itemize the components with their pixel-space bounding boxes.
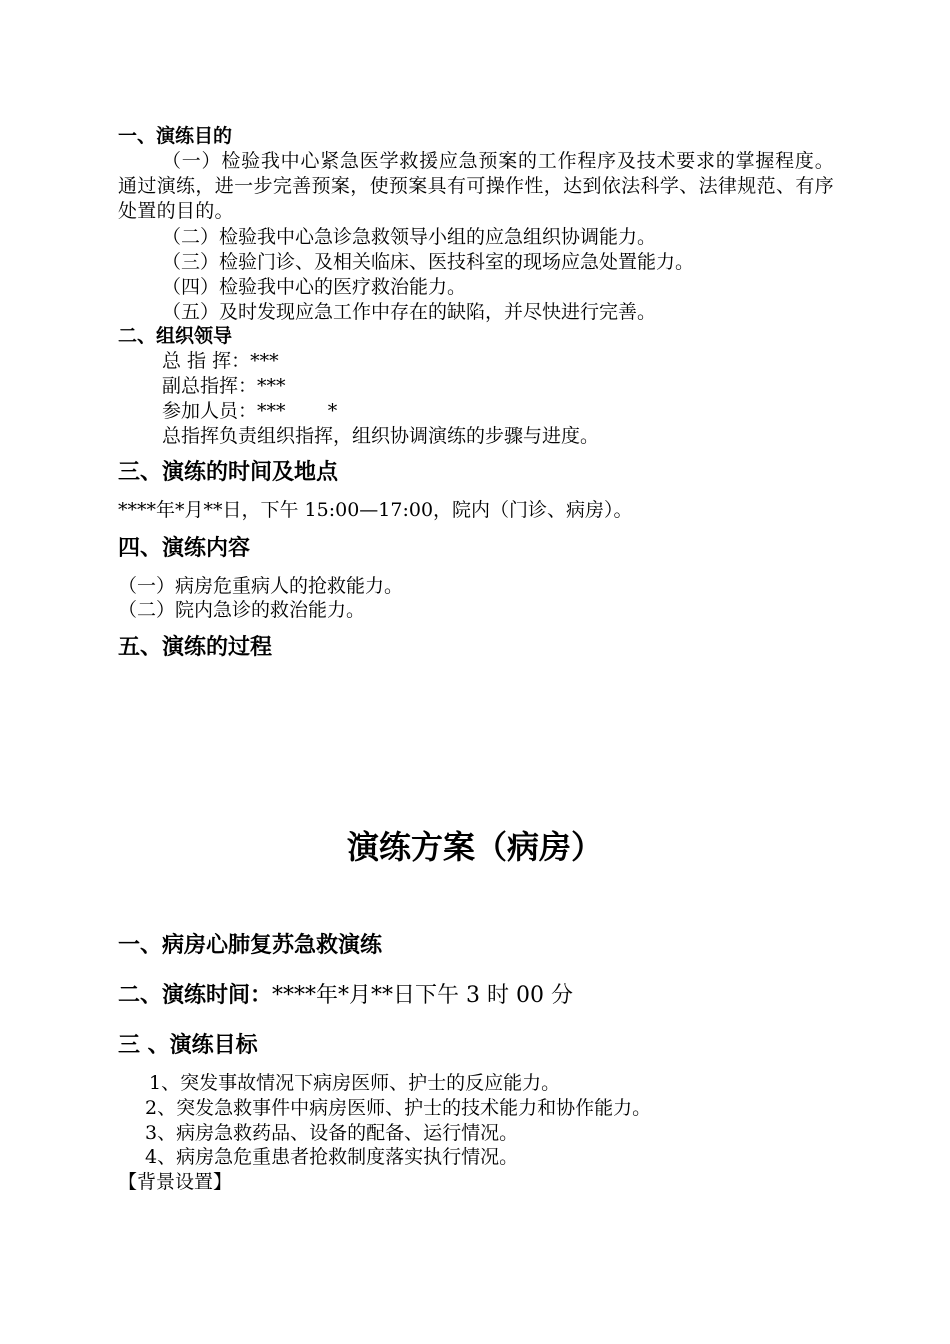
section-heading-leadership: 二、组织领导: [118, 325, 233, 347]
section-heading-process: 五、演练的过程: [118, 635, 273, 660]
goal-item-3: 3、病房急救药品、设备的配备、运行情况。: [145, 1122, 519, 1144]
goal-item-4: 4、病房急危重患者抢救制度落实执行情况。: [145, 1146, 519, 1168]
drill-time-value: ****年*月**日下午 3 时 00 分: [272, 983, 573, 1008]
deputy-commander-line: 副总指挥：***: [162, 375, 286, 397]
plan-heading-drill-time: [118, 981, 573, 1011]
purpose-item-4: （四）检验我中心的医疗救治能力。: [162, 276, 467, 298]
commander-duty-line: 总指挥负责组织指挥，组织协调演练的步骤与进度。: [162, 425, 600, 447]
time-place-text: ****年*月**日，下午 15:00—17:00，院内（门诊、病房）。: [118, 499, 633, 521]
commander-line: 总 指 挥：***: [162, 350, 279, 372]
purpose-item-5: （五）及时发现应急工作中存在的缺陷，并尽快进行完善。: [162, 301, 657, 323]
participants-line: 参加人员：*** *: [162, 400, 338, 422]
section-heading-purpose: 一、演练目的: [118, 125, 233, 147]
purpose-item-2: （二）检验我中心急诊急救领导小组的应急组织协调能力。: [162, 226, 657, 248]
plan-title: 演练方案（病房）: [346, 828, 603, 866]
purpose-item-3: （三）检验门诊、及相关临床、医技科室的现场应急处置能力。: [162, 251, 695, 273]
section-heading-time-place: 三、演练的时间及地点: [118, 460, 339, 485]
goal-item-1: 1、突发事故情况下病房医师、护士的反应能力。: [149, 1072, 561, 1094]
background-setting-label: 【背景设置】: [118, 1171, 233, 1193]
content-item-2: （二）院内急诊的救治能力。: [118, 599, 366, 621]
goal-item-2: 2、突发急救事件中病房医师、护士的技术能力和协作能力。: [145, 1097, 652, 1119]
purpose-item-1: （一）检验我中心紧急医学救援应急预案的工作程序及技术要求的掌握程度。通过演练，进一步完善预案，使预案具有可操作性，达到依法科学、法律规范、有序处置的目的。: [118, 150, 834, 222]
plan-heading-drill-goals: 三 、演练目标: [118, 1033, 258, 1058]
plan-heading-cpr-drill: 一、病房心肺复苏急救演练: [118, 933, 383, 958]
drill-time-label: 二、演练时间：: [118, 983, 273, 1008]
content-item-1: （一）病房危重病人的抢救能力。: [118, 575, 404, 597]
section-heading-content: 四、演练内容: [118, 536, 251, 561]
